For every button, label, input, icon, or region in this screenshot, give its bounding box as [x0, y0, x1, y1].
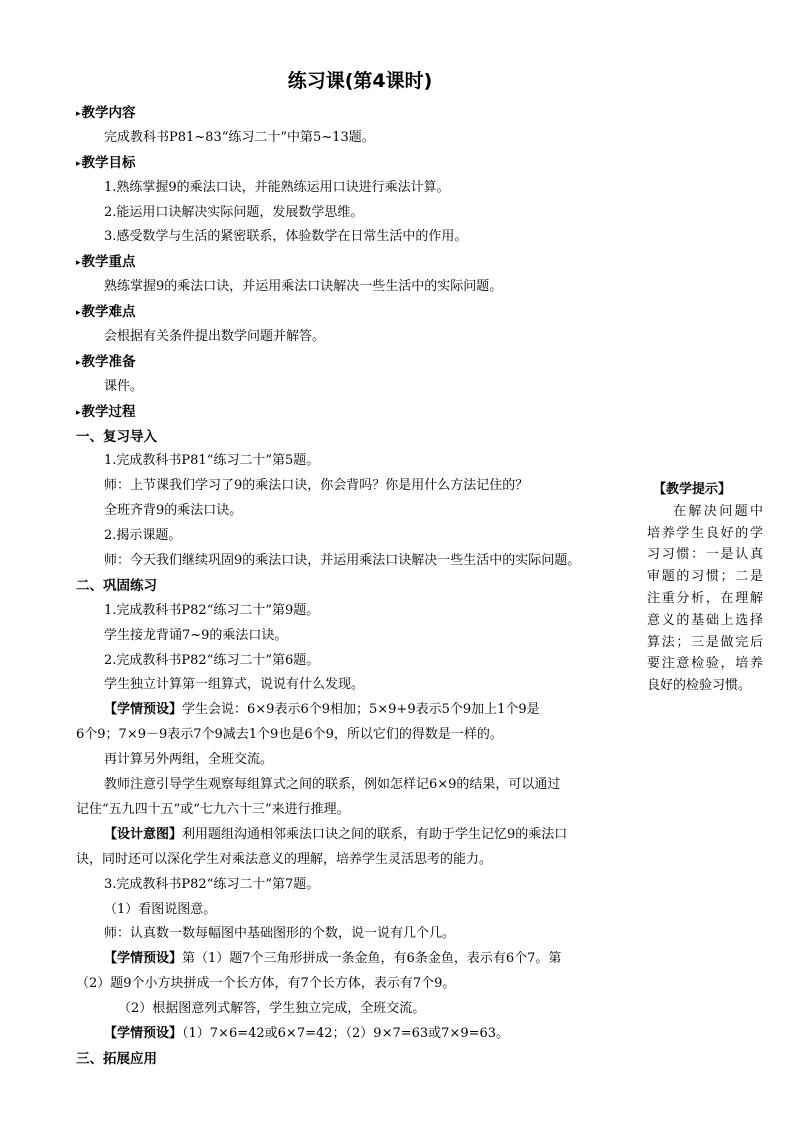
paragraph-line: 教师注意引导学生观察每组算式之间的联系，例如怎样记6×9的结果，可以通过 — [104, 777, 561, 793]
process-step-heading: 三、拓展应用 — [76, 1050, 157, 1067]
page-title: 练习课(第4课时) — [287, 70, 433, 92]
section-heading — [76, 101, 616, 126]
annotation-label: 【设计意图】 — [104, 826, 183, 842]
labeled-paragraph-line — [76, 947, 616, 972]
annotation-text: 学生会说：6×9表示6个9相加；5×9+9表示5个9加上1个9是 — [182, 702, 540, 718]
paragraph-line: 师：认真数一数每幅图中基础图形的个数，说一说有几个几。 — [104, 926, 456, 942]
paragraph-line: 再计算另外两组，全班交流。 — [104, 752, 274, 768]
process-step-heading: 一、复习导入 — [76, 428, 157, 445]
annotation-text: 利用题组沟通相邻乘法口诀之间的联系，有助于学生记忆9的乘法口 — [182, 826, 568, 842]
section-heading-text: 教学重点 — [81, 254, 136, 271]
paragraph-line: 熟练掌握9的乘法口诀，并运用乘法口诀解决一些生活中的实际问题。 — [104, 279, 503, 295]
teaching-tip-heading: 【教学提示】 — [653, 482, 732, 497]
paragraph-line: 师：上节课我们学习了9的乘法口诀，你会背吗？你是用什么方法记住的？ — [104, 478, 529, 494]
section-heading-text: 教学难点 — [81, 304, 136, 321]
paragraph-line: （2）题9个小方块拼成一个长方体，有7个长方体，表示有7个9。 — [76, 976, 456, 992]
heading-marker-icon: ▸ — [76, 357, 81, 368]
section-heading-text: 教学准备 — [81, 353, 136, 370]
section-heading — [76, 400, 616, 425]
heading-marker-icon: ▸ — [76, 308, 81, 319]
section-heading — [76, 250, 616, 275]
process-step-heading: 二、巩固练习 — [76, 577, 157, 594]
annotation-text: 第（1）题7个三角形拼成一条金鱼，有6条金鱼，表示有6个7。第 — [182, 951, 562, 967]
section-heading-text: 教学目标 — [81, 154, 136, 171]
labeled-paragraph-line — [76, 698, 616, 723]
heading-marker-icon: ▸ — [76, 407, 81, 418]
paragraph-line: 1.完成教科书P82“练习二十”第9题。 — [104, 602, 320, 618]
annotation-label: 【学情预设】 — [104, 951, 183, 967]
paragraph-line: 全班齐背9的乘法口诀。 — [104, 503, 243, 519]
paragraph-line: 记住“五九四十五”或“七九六十三”来进行推理。 — [76, 801, 350, 817]
paragraph-line: （1）看图说图意。 — [104, 901, 217, 917]
paragraph-line: 1.完成教科书P81“练习二十”第5题。 — [104, 453, 320, 469]
paragraph-line: 6个9；7×9－9表示7个9减去1个9也是6个9，所以它们的得数是一样的。 — [76, 727, 503, 743]
teaching-tip-box — [647, 479, 763, 697]
heading-marker-icon: ▸ — [76, 158, 81, 169]
paragraph-line: 学生独立计算第一组算式，说说有什么发现。 — [104, 677, 365, 693]
section-heading — [76, 151, 616, 176]
paragraph-line: 会根据有关条件提出数学问题并解答。 — [104, 329, 326, 345]
labeled-paragraph-line — [76, 823, 616, 848]
paragraph-line: 师：今天我们继续巩固9的乘法口诀，并运用乘法口诀解决一些生活中的实际问题。 — [104, 553, 581, 569]
paragraph-line: 2.完成教科书P82“练习二十”第6题。 — [104, 652, 320, 668]
labeled-paragraph-line — [76, 1022, 616, 1047]
section-heading — [76, 300, 616, 325]
annotation-label: 【学情预设】 — [104, 1025, 183, 1041]
paragraph-line: 1.熟练掌握9的乘法口诀，并能熟练运用口诀进行乘法计算。 — [104, 179, 450, 195]
paragraph-line: 完成教科书P81~83“练习二十”中第5~13题。 — [104, 129, 375, 145]
paragraph-line: 课件。 — [104, 378, 144, 394]
section-heading-text: 教学内容 — [81, 105, 136, 121]
paragraph-line: 2.揭示课题。 — [104, 528, 182, 544]
section-heading — [76, 350, 616, 375]
paragraph-line: 诀，同时还可以深化学生对乘法意义的理解，培养学生灵活思考的能力。 — [76, 851, 493, 867]
teaching-tip-body: 在解决问题中培养学生良好的学习习惯：一是认真审题的习惯；二是注重分析，在理解意义的基础上选择算法；三是做完后要注意检验，培养良好的检验习惯。 — [647, 503, 763, 694]
lesson-body — [76, 101, 616, 1072]
paragraph-line: 2.能运用口诀解决实际问题，发展数学思维。 — [104, 204, 364, 220]
annotation-text: （1）7×6=42或6×7=42；（2）9×7=63或7×9=63。 — [182, 1025, 510, 1041]
heading-marker-icon: ▸ — [76, 258, 81, 269]
heading-marker-icon: ▸ — [76, 109, 81, 119]
paragraph-line: 学生接龙背诵7~9的乘法口诀。 — [104, 627, 288, 643]
annotation-label: 【学情预设】 — [104, 702, 183, 718]
section-heading-text: 教学过程 — [81, 403, 136, 420]
paragraph-line: （2）根据图意列式解答，学生独立完成，全班交流。 — [118, 1001, 426, 1017]
paragraph-line: 3.感受数学与生活的紧密联系，体验数学在日常生活中的作用。 — [104, 229, 468, 245]
paragraph-line: 3.完成教科书P82“练习二十”第7题。 — [104, 876, 320, 892]
